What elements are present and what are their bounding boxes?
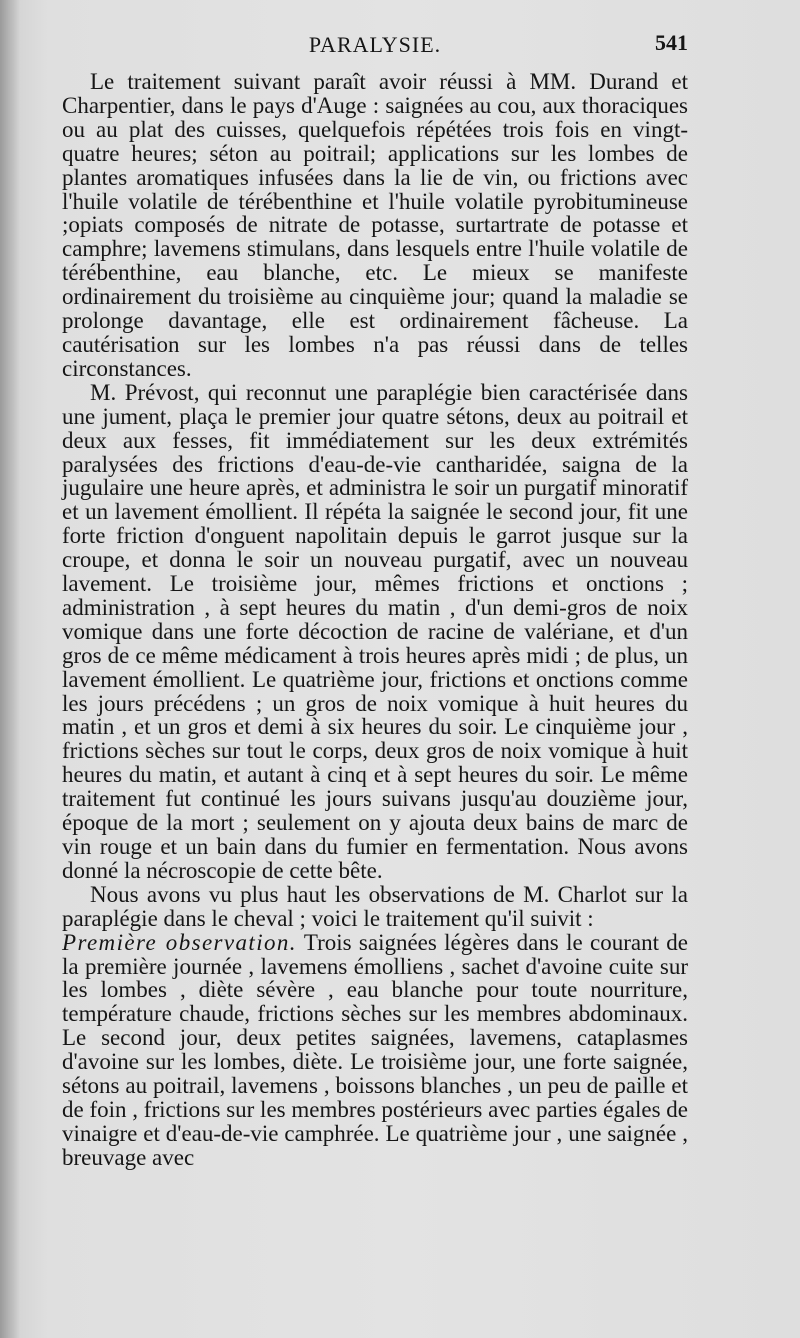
paragraph-charlot-body: Trois saignées légères dans le courant de la première journée , lavemens émolliens , sachet d'avoine cuite sur les lombes , diète sévère , eau blanche pour toute nourriture, température chaude, frictions sèches sur les membres abdominaux. Le second jour, deux petites saignées, lavemens, cataplasmes d'avoine sur les lombes, diète. Le troisième jour, une forte saignée, sétons au poitrail, lavemens , boissons blanches , un peu de paille et de foin , frictions sur les membres postérieurs avec parties égales de vinaigre et d'eau-de-vie camphrée. Le quatrième jour , une saignée , breuvage avec [62, 929, 688, 1170]
paragraph-prevost: M. Prévost, qui reconnut une paraplégie bien caractérisée dans une jument, plaça le premier jour quatre sétons, deux au poitrail et deux aux fesses, fit immédiatement sur les deux extrémités paralysées des frictions d'eau-de-vie cantharidée, saigna de la jugulaire une heure après, et administra le soir un purgatif minoratif et un lavement émollient. Il répéta la saignée le second jour, fit une forte friction d'onguent napolitain depuis le garrot jusque sur la croupe, et donna le soir un nouveau purgatif, avec un nouveau lavement. Le troisième jour, mêmes frictions et onctions ; administration , à sept heures du matin , d'un demi-gros de noix vomique dans une forte décoction de racine de valériane, et d'un gros de ce même médicament à trois heures après midi ; de plus, un lavement émollient. Le quatrième jour, frictions et onctions comme les jours précédens ; un gros de noix vomique à huit heures du matin , et un gros et demi à six heures du soir. Le cinquième jour , frictions sèches sur tout le corps, deux gros de noix vomique à huit heures du matin, et autant à cinq et à sept heures du soir. Le même traitement fut continué les jours suivans jusqu'au douzième jour, époque de la mort ; seulement on y ajouta deux bains de marc de vin rouge et un bain dans du fumier en fermentation. Nous avons donné la nécroscopie de cette bête. [62, 379, 688, 883]
page-header [62, 28, 688, 64]
paragraph-durand-charpentier: Le traitement suivant paraît avoir réussi à MM. Durand et Charpentier, dans le pays d'Auge : saignées au cou, aux thoraciques ou au plat des cuisses, quelquefois répétées trois fois en vingt-quatre heures; séton au poitrail; applications sur les lombes de plantes aromatiques infusées dans la lie de vin, ou frictions avec l'huile volatile de térébenthine et l'huile volatile pyrobitumineuse ;opiats composés de nitrate de potasse, surtartrate de potasse et camphre; lavemens stimulans, dans lesquels entre l'huile volatile de térébenthine, eau blanche, etc. Le mieux se manifeste ordinairement du troisième au cinquième jour; quand la maladie se prolonge davantage, elle est ordinairement fâcheuse. La cautérisation sur les lombes n'a pas réussi dans de telles circonstances. [62, 69, 688, 381]
paragraph-charlot [62, 883, 688, 1170]
first-observation-heading: Première observation. [62, 929, 297, 955]
book-page [62, 28, 688, 1170]
page-number: 541 [655, 30, 688, 55]
paragraph-charlot-intro: Nous avons vu plus haut les observations de M. Charlot sur la paraplégie dans le cheval ; voici le traitement qu'il suivit : [62, 881, 688, 931]
body-text [62, 70, 688, 1170]
book-gutter-shadow [0, 0, 20, 1338]
running-head: PARALYSIE. [308, 32, 442, 57]
